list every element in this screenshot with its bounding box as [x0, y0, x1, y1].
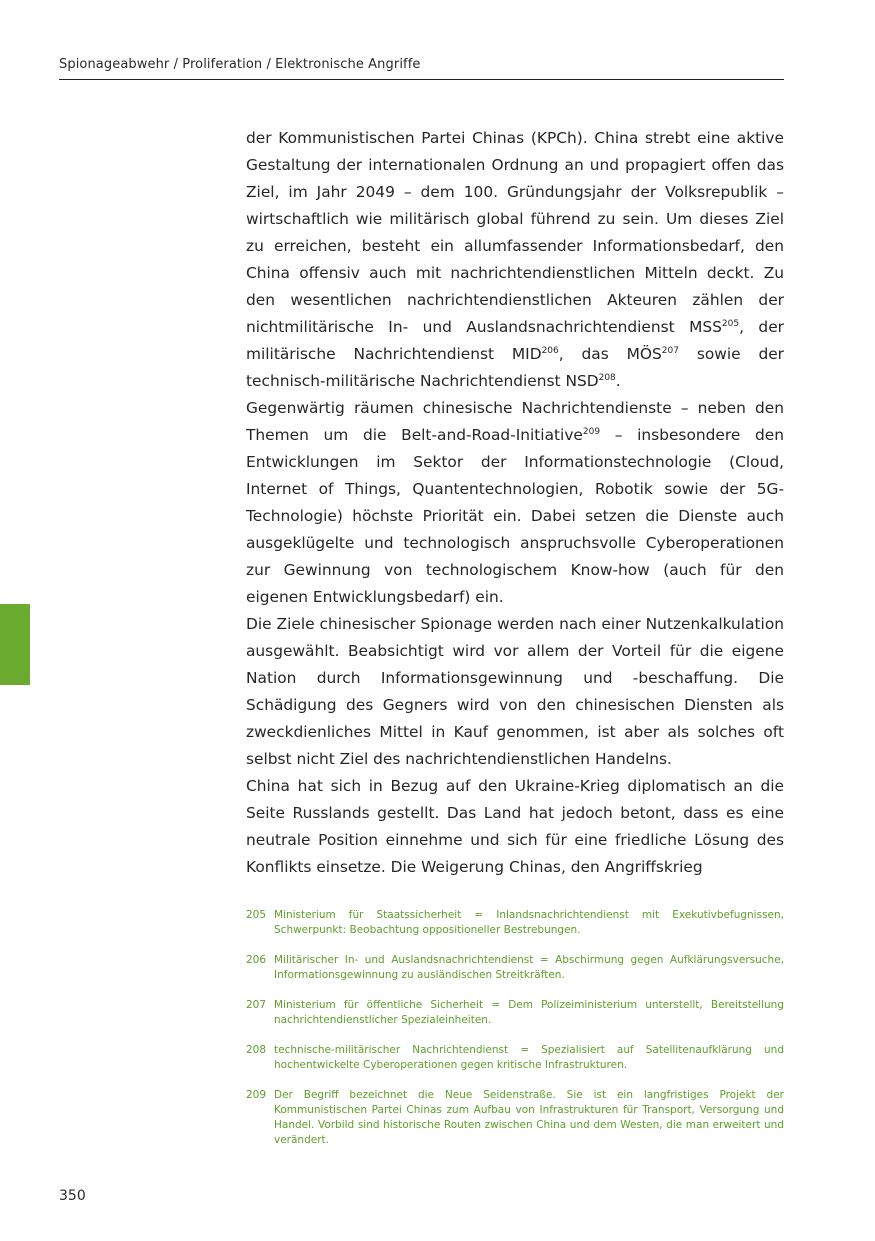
- footnote-ref[interactable]: 208: [598, 373, 616, 383]
- footnote: [246, 1088, 784, 1148]
- footnote-text: technische-militärischer Nachrichtendienst = Spezialisiert auf Satellitenaufklärung und hochentwickelte Cyberoperationen gegen kritische Infrastrukturen.: [274, 1044, 784, 1071]
- paragraph: China hat sich in Bezug auf den Ukraine-Krieg diplomatisch an die Seite Russlands gestellt. Das Land hat jedoch betont, dass es eine neutrale Position einnehme und sich für eine friedliche Lösung des Konflikts einsetze. Die Weigerung Chinas, den Angriffskrieg: [246, 777, 784, 876]
- footnote-text: Ministerium für öffentliche Sicherheit = Dem Polizeiministerium unterstellt, Bereitstellung nachrichtendienstlicher Spezialeinheiten.: [274, 999, 784, 1026]
- footnote-number: 205: [246, 909, 267, 921]
- footnote-ref[interactable]: 206: [541, 346, 559, 356]
- footnote-ref[interactable]: 205: [721, 319, 740, 329]
- header-divider: [59, 79, 784, 80]
- footnote: [246, 998, 784, 1028]
- footnote: [246, 953, 784, 983]
- running-header: Spionageabwehr / Proliferation / Elektronische Angriffe: [59, 57, 421, 72]
- body-text: [246, 125, 784, 881]
- footnote-text: Ministerium für Staatssicherheit = Inlandsnachrichtendienst mit Exekutivbefugnissen, Schwerpunkt: Beobachtung oppositioneller Bestrebungen.: [274, 909, 784, 936]
- paragraph: der Kommunistischen Partei Chinas (KPCh). China strebt eine aktive Gestaltung der internationalen Ordnung an und propagiert offen das Ziel, im Jahr 2049 – dem 100. Gründungsjahr der Volksrepublik – wirtschaftlich wie militärisch global führend zu sein. Um dieses Ziel zu erreichen, besteht ein allumfassender Informationsbedarf, den China offensiv auch mit nachrichtendienstlichen Mitteln deckt. Zu den wesentlichen nachrichtendienstlichen Akteuren zählen der nichtmilitärische In- und Auslandsnachrichtendienst MSS$^{205}$, der militärische Nachrichtendienst MID$^{206}$, das MÖS$^{207}$ sowie der technisch-militärische Nachrichtendienst NSD$^{208}$.: [246, 129, 785, 390]
- footnote-ref[interactable]: 209: [582, 427, 601, 437]
- footnote-text: Militärischer In- und Auslandsnachrichtendienst = Abschirmung gegen Aufklärungsversuche, Informationsgewinnung zu ausländischen Streitkräften.: [274, 954, 784, 981]
- footnote-number: 209: [246, 1089, 267, 1101]
- paragraph: Die Ziele chinesischer Spionage werden nach einer Nutzenkalkulation ausgewählt. Beabsichtigt wird vor allem der Vorteil für die eigene Nation durch Informationsgewinnung und -beschaffung. Die Schädigung des Gegners wird von den chinesischen Diensten als zweckdienliches Mittel in Kauf genommen, ist aber als solches oft selbst nicht Ziel des nachrichtendienstlichen Handelns.: [246, 615, 784, 768]
- chapter-tab-marker: [0, 604, 30, 685]
- footnote-text: Der Begriff bezeichnet die Neue Seidenstraße. Sie ist ein langfristiges Projekt der Kommunistischen Partei Chinas zum Aufbau von Infrastrukturen für Transport, Versorgung und Handel. Vorbild sind historische Routen zwischen China und dem Westen, die man erweitert und verändert.: [274, 1089, 784, 1146]
- footnotes: [246, 908, 784, 1163]
- page-number: 350: [59, 1188, 86, 1204]
- paragraph: Gegenwärtig räumen chinesische Nachrichtendienste – neben den Themen um die Belt-and-Road-Initiative$^{209}$ – insbesondere den Entwicklungen im Sektor der Informationstechnologie (Cloud, Internet of Things, Quantentechnologien, Robotik sowie der 5G-Technologie) höchste Priorität ein. Dabei setzen die Dienste auch ausgeklügelte und technologisch anspruchsvolle Cyberoperationen zur Gewinnung von technologischem Know-how (auch für den eigenen Entwicklungsbedarf) ein.: [246, 399, 784, 606]
- footnote: [246, 1043, 784, 1073]
- footnote-number: 206: [246, 954, 267, 966]
- footnote-ref[interactable]: 207: [661, 346, 679, 356]
- footnote: [246, 908, 784, 938]
- footnote-number: 208: [246, 1044, 267, 1056]
- footnote-number: 207: [246, 999, 267, 1011]
